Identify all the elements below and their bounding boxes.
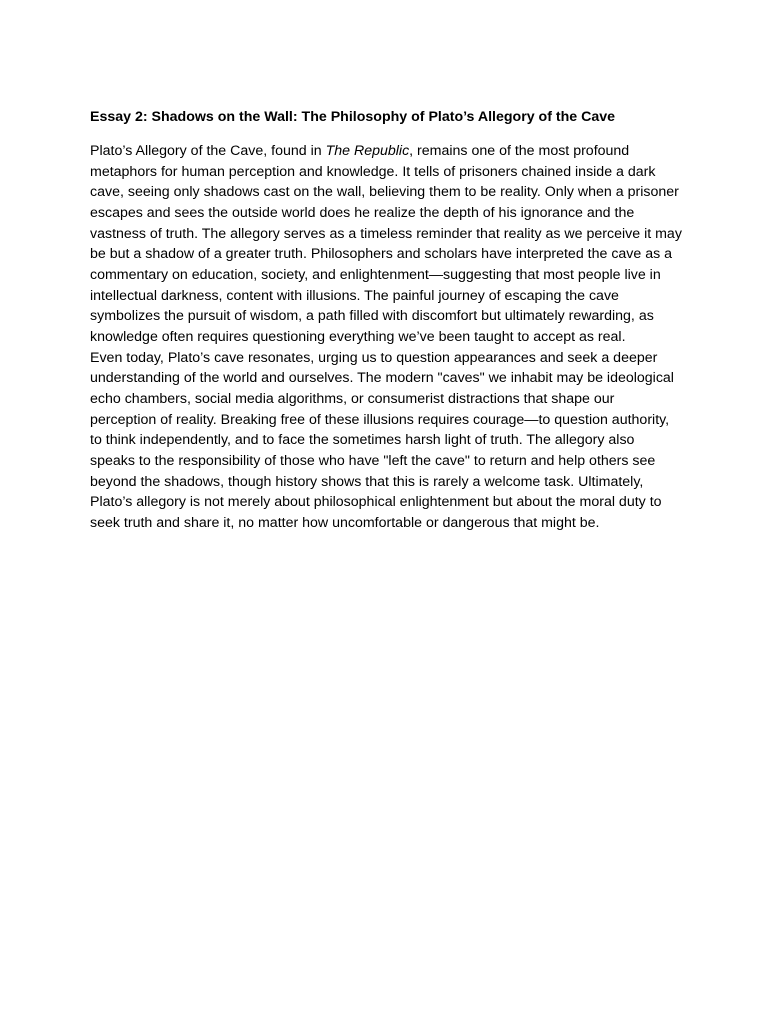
document-body: [90, 107, 682, 533]
paragraph-2: Even today, Plato’s cave resonates, urging us to question appearances and seek a deeper understanding of the world and ourselves. The modern "caves" we inhabit may be ideological echo chambers, social media algorithms, or consumerist distractions that shape our perception of reality. Breaking free of these illusions requires courage—to question authority, to think independently, and to face the sometimes harsh light of truth. The allegory also speaks to the responsibility of those who have "left the cave" to return and help others see beyond the shadows, though history shows that this is rarely a welcome task. Ultimately, Plato’s allegory is not merely about philosophical enlightenment but about the moral duty to seek truth and share it, no matter how uncomfortable or dangerous that might be.: [90, 349, 674, 531]
book-title-italic: The Republic: [325, 143, 410, 159]
paragraph-1-text-start: Plato’s Allegory of the Cave, found in: [90, 143, 326, 159]
paragraph-1-text-rest: , remains one of the most profound metaphors for human perception and knowledge. It tells of prisoners chained inside a dark cave, seeing only shadows cast on the wall, believing them to be reality. Only when a prisoner escapes and sees the outside world does he realize the depth of his ignorance and the vastness of truth. The allegory serves as a timeless reminder that reality as we perceive it may be but a shadow of a greater truth. Philosophers and scholars have interpreted the cave as a commentary on education, society, and enlightenment—suggesting that most people live in intellectual darkness, content with illusions. The painful journey of escaping the cave symbolizes the pursuit of wisdom, a path filled with discomfort but ultimately rewarding, as knowledge often requires questioning everything we’ve been taught to accept as real.: [90, 143, 682, 345]
essay-title: Essay 2: Shadows on the Wall: The Philosophy of Plato’s Allegory of the Cave: [90, 109, 616, 125]
paragraph-1: [90, 141, 682, 348]
